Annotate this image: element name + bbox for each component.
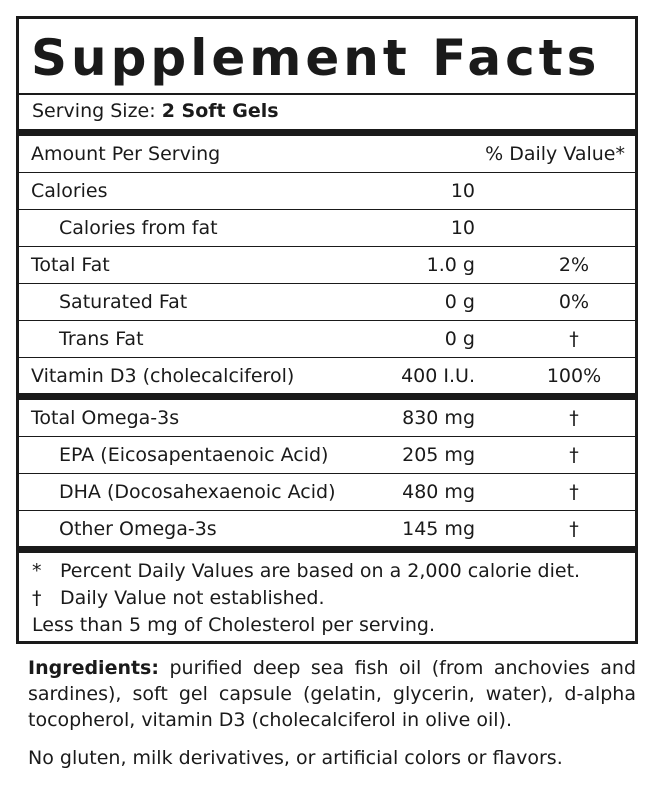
nutrient-name: Total Fat bbox=[31, 254, 110, 276]
amount-header-row bbox=[19, 136, 635, 173]
ingredients-label: Ingredients: bbox=[28, 657, 159, 679]
nutrient-name: DHA (Docosahexaenoic Acid) bbox=[59, 481, 336, 503]
nutrient-name: EPA (Eicosapentaenoic Acid) bbox=[59, 444, 329, 466]
nutrient-name: Calories bbox=[31, 180, 108, 202]
table-row bbox=[19, 247, 635, 284]
allergen-statement: No gluten, milk derivatives, or artificial colors or flavors. bbox=[28, 747, 563, 769]
nutrient-amount: 10 bbox=[450, 217, 475, 239]
serving-size bbox=[32, 98, 279, 124]
serving-size-value: 2 Soft Gels bbox=[161, 100, 279, 122]
footnote-percent-dv bbox=[32, 558, 580, 584]
nutrient-name: Trans Fat bbox=[59, 328, 144, 350]
nutrient-daily-value: † bbox=[569, 328, 579, 350]
thick-rule-top bbox=[19, 129, 635, 136]
table-row bbox=[19, 437, 635, 474]
nutrient-name: Vitamin D3 (cholecalciferol) bbox=[31, 365, 295, 387]
serving-size-label: Serving Size: bbox=[32, 100, 156, 122]
supplement-facts-panel bbox=[16, 16, 638, 644]
asterisk-symbol: * bbox=[32, 560, 42, 582]
table-row bbox=[19, 511, 635, 548]
nutrient-daily-value: 2% bbox=[558, 254, 590, 276]
nutrient-amount: 205 mg bbox=[402, 444, 475, 466]
nutrient-daily-value: 100% bbox=[546, 365, 602, 387]
nutrient-amount: 10 bbox=[450, 180, 475, 202]
thick-rule-middle bbox=[19, 393, 635, 400]
nutrient-daily-value: † bbox=[569, 407, 579, 429]
nutrient-amount: 1.0 g bbox=[426, 254, 475, 276]
nutrient-daily-value: 0% bbox=[558, 291, 590, 313]
table-row bbox=[19, 400, 635, 437]
footnote-percent-text: Percent Daily Values are based on a 2,000 calorie diet. bbox=[60, 560, 581, 582]
table-row bbox=[19, 358, 635, 395]
nutrient-amount: 0 g bbox=[444, 328, 475, 350]
ingredients-statement bbox=[28, 655, 636, 733]
thick-rule-bottom bbox=[19, 546, 635, 553]
nutrient-amount: 480 mg bbox=[402, 481, 475, 503]
nutrient-daily-value: † bbox=[569, 481, 579, 503]
daily-value-header: % Daily Value* bbox=[485, 143, 625, 165]
footnote-cholesterol: Less than 5 mg of Cholesterol per serving. bbox=[32, 614, 436, 636]
nutrient-name: Saturated Fat bbox=[59, 291, 188, 313]
nutrient-daily-value: † bbox=[569, 444, 579, 466]
amount-per-serving-label: Amount Per Serving bbox=[31, 143, 221, 165]
nutrient-name: Other Omega-3s bbox=[59, 518, 217, 540]
nutrient-name: Total Omega-3s bbox=[31, 407, 180, 429]
nutrient-name: Calories from fat bbox=[59, 217, 218, 239]
table-row bbox=[19, 210, 635, 247]
table-row bbox=[19, 474, 635, 511]
ingredients-text: purified deep sea fish oil (from anchovies and sardines), soft gel capsule (gelatin, glycerin, water), d-alpha tocopherol, vitamin D3 (cholecalciferol in olive oil). bbox=[28, 657, 637, 731]
footnote-dagger-text: Daily Value not established. bbox=[60, 587, 325, 609]
table-row bbox=[19, 284, 635, 321]
nutrient-amount: 145 mg bbox=[402, 518, 475, 540]
nutrient-amount: 0 g bbox=[444, 291, 475, 313]
dagger-symbol: † bbox=[32, 587, 42, 609]
table-row bbox=[19, 173, 635, 210]
nutrient-daily-value: † bbox=[569, 518, 579, 540]
table-row bbox=[19, 321, 635, 358]
footnote-dagger bbox=[32, 585, 325, 611]
title-rule bbox=[19, 93, 635, 95]
nutrient-amount: 830 mg bbox=[402, 407, 475, 429]
panel-title: Supplement Facts bbox=[31, 29, 601, 87]
nutrient-amount: 400 I.U. bbox=[401, 365, 475, 387]
